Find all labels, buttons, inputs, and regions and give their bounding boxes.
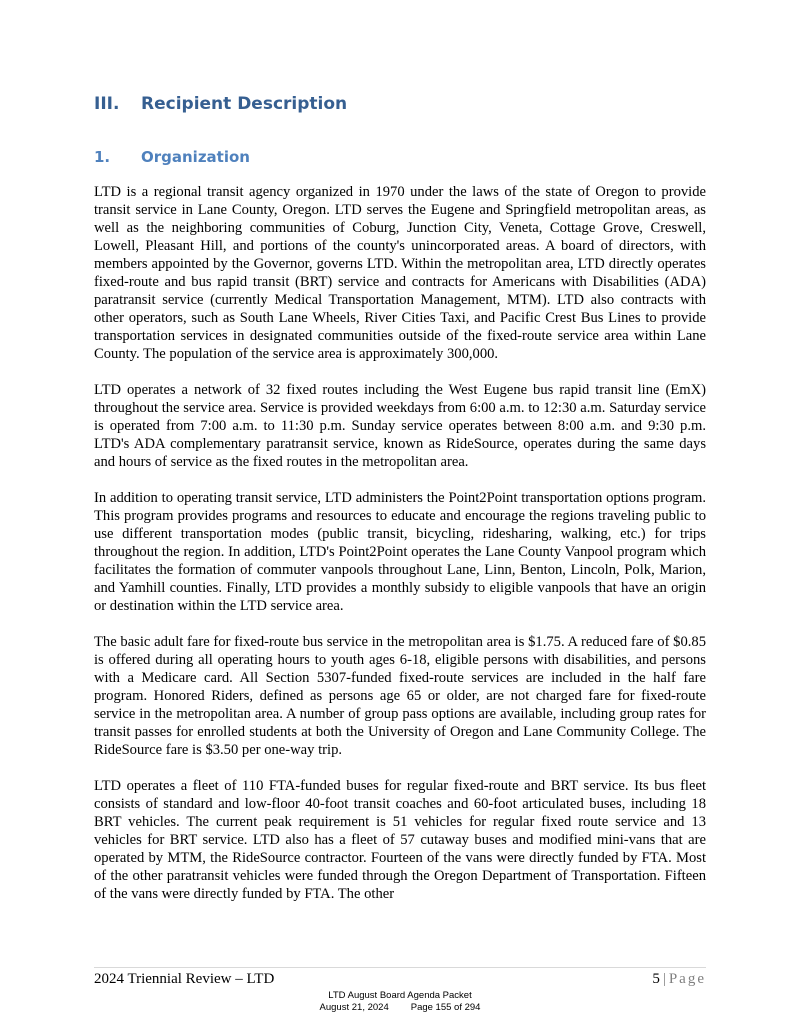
section-number: III. (94, 94, 120, 114)
page-number: 5 (652, 971, 660, 987)
paragraph-fares: The basic adult fare for fixed-route bus service in the metropolitan area is $1.75. A reduced fare of $0.85 is offered during all operating hours to youth ages 6-18, eligible persons with disabilities, and persons with a Medicare card. All Section 5307-funded fixed-route services are included in the half fare program. Honored Riders, defined as persons age 65 or older, are not charged fare for fixed-route service in the metropolitan area. A number of group pass options are available, including group rates for transit passes for enrolled students at both the University of Oregon and Lane Community College. The RideSource fare is $3.50 per one-way trip. (94, 634, 706, 758)
footer-divider (94, 967, 706, 968)
section-title: Recipient Description (141, 94, 348, 114)
footer-title: 2024 Triennial Review – LTD (94, 971, 275, 987)
subsection-heading (94, 148, 250, 166)
packet-stamp-info (0, 1002, 800, 1013)
section-heading (94, 94, 347, 114)
page-label: Page (668, 971, 706, 987)
subsection-number: 1. (94, 148, 111, 166)
footer-page-number (652, 971, 706, 988)
packet-page: Page 155 of 294 (410, 1002, 481, 1013)
subsection-title: Organization (141, 148, 250, 166)
paragraph-point2point: In addition to operating transit service, LTD administers the Point2Point transportation options program. This program provides programs and resources to educate and encourage the regions traveling public to use different transportation modes (public transit, bicycling, ridesharing, walking, etc.) for trips throughout the region. In addition, LTD's Point2Point operates the Lane County Vanpool program which facilitates the formation of commuter vanpools throughout Lane, Linn, Benton, Lincoln, Polk, Marion, and Yamhill counties. Finally, LTD provides a monthly subsidy to eligible vanpools that have an origin or destination within the LTD service area. (94, 490, 706, 614)
body-text (94, 183, 706, 921)
paragraph-routes: LTD operates a network of 32 fixed routes including the West Eugene bus rapid transit line (EmX) throughout the service area. Service is provided weekdays from 6:00 a.m. to 12:30 a.m. Saturday service is operated from 7:00 a.m. to 11:30 p.m. Sunday service operates between 8:00 a.m. and 9:30 p.m. LTD's ADA complementary paratransit service, known as RideSource, operates during the same days and hours of service as the fixed routes in the metropolitan area. (94, 382, 706, 470)
packet-stamp-title: LTD August Board Agenda Packet (328, 990, 472, 1001)
page-separator: | (662, 971, 666, 987)
paragraph-organization: LTD is a regional transit agency organized in 1970 under the laws of the state of Oregon to provide transit service in Lane County, Oregon. LTD serves the Eugene and Springfield metropolitan areas, as well as the neighboring communities of Coburg, Junction City, Veneta, Cottage Grove, Creswell, Lowell, Pleasant Hill, and portions of the county's unincorporated areas. A board of directors, with members appointed by the Governor, governs LTD. Within the metropolitan area, LTD directly operates fixed-route and bus rapid transit (BRT) service and contracts for Americans with Disabilities (ADA) paratransit service (currently Medical Transportation Management, MTM). LTD also contracts with other operators, such as South Lane Wheels, River Cities Taxi, and Pacific Crest Bus Lines to provide transportation services in designated communities outside of the fixed-route service area within Lane County. The population of the service area is approximately 300,000. (94, 184, 706, 362)
packet-date: August 21, 2024 (319, 1002, 389, 1013)
paragraph-fleet: LTD operates a fleet of 110 FTA-funded buses for regular fixed-route and BRT service. Its bus fleet consists of standard and low-floor 40-foot transit coaches and 60-foot articulated buses, including 18 BRT vehicles. The current peak requirement is 51 vehicles for regular fixed route service and 13 vehicles for BRT service. LTD also has a fleet of 57 cutaway buses and modified mini-vans that are operated by MTM, the RideSource contractor. Fourteen of the vans were directly funded by FTA. Most of the other paratransit vehicles were funded through the Oregon Department of Transportation. Fifteen of the vans were directly funded by FTA. The other (94, 778, 706, 902)
